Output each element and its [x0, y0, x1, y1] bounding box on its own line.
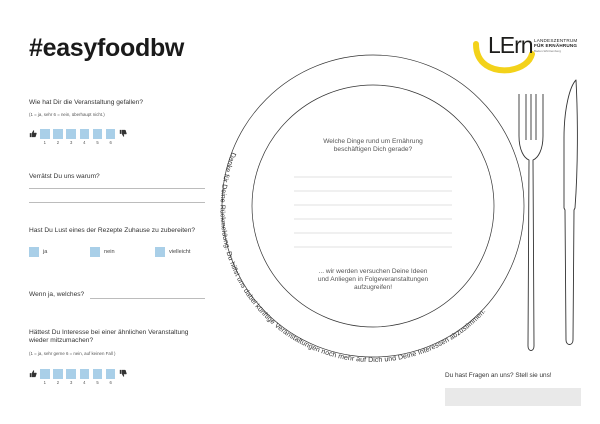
logo-line-1: LANDESZENTRUM — [534, 38, 578, 43]
choice-label: nein — [104, 249, 115, 255]
checkbox[interactable] — [155, 247, 165, 257]
thumbs-up-icon — [29, 369, 37, 377]
plate-closing-line-3: aufzugreifen! — [353, 284, 393, 292]
choice-ja[interactable] — [29, 247, 47, 257]
plate-outer-rim — [222, 55, 524, 357]
rating-option[interactable]: 2 — [53, 129, 63, 139]
checkbox[interactable] — [90, 247, 100, 257]
plate-closing-line-2: und Anliegen in Folgeveranstaltungen — [317, 276, 429, 284]
thumbs-up-icon — [29, 129, 37, 137]
rating-option[interactable]: 2 — [53, 369, 63, 379]
choice-label: ja — [43, 249, 48, 255]
choice-label: vielleicht — [169, 249, 191, 255]
rating-option[interactable]: 3 — [66, 129, 76, 139]
contact-label: Du hast Fragen an uns? Stell sie uns! — [445, 372, 552, 379]
rating-option[interactable]: 4 — [80, 129, 90, 139]
rating-option[interactable]: 6 — [106, 369, 116, 379]
checkbox[interactable] — [29, 247, 39, 257]
question-2: Verrätst Du uns warum? — [29, 173, 100, 180]
answer-line[interactable] — [29, 188, 205, 189]
question-1: Wie hat Dir die Veranstaltung gefallen? — [29, 99, 143, 106]
answer-line[interactable] — [90, 298, 205, 299]
plate-question — [293, 138, 453, 154]
rating-boxes-5 — [40, 369, 116, 385]
plate-closing-line-1: ... wir werden versuchen Deine Ideen — [318, 268, 428, 275]
thumbs-down-icon — [119, 369, 127, 377]
rating-boxes-1 — [40, 129, 116, 145]
plate-question-line-2: beschäftigen Dich gerade? — [333, 146, 413, 154]
question-1-note: (1 = ja, sehr 6 = nein, überhaupt nicht.) — [29, 112, 105, 117]
rating-option[interactable]: 3 — [66, 369, 76, 379]
rating-option[interactable]: 6 — [106, 129, 116, 139]
logo-line-2: FÜR ERNÄHRUNG — [534, 43, 578, 49]
logo-line-3: Baden-Württemberg — [534, 48, 562, 53]
question-4: Wenn ja, welches? — [29, 291, 85, 298]
fork-icon — [516, 88, 546, 358]
choice-nein[interactable] — [90, 247, 115, 257]
question-3: Hast Du Lust eines der Rezepte Zuhause zu zubereiten? — [29, 227, 196, 234]
rating-option[interactable]: 1 — [40, 129, 50, 139]
plate-rim-text: Danke für Deine Rückmeldung. Du hilfst uns dabei künftige Veranstaltungen noch mehr auf Dich und Deine Interessen abzustimmen. — [218, 151, 488, 364]
rating-option[interactable]: 5 — [93, 129, 103, 139]
answer-line[interactable] — [29, 202, 205, 203]
question-5-line-2: wieder mitzumachen? — [29, 337, 94, 344]
knife-icon — [556, 78, 580, 348]
logo-text — [534, 38, 577, 53]
question-5-line-1: Hättest Du Interesse bei einer ähnlichen Veranstaltung — [29, 329, 189, 336]
rating-option[interactable]: 1 — [40, 369, 50, 379]
thumbs-down-icon — [119, 129, 127, 137]
page-title: #easyfoodbw — [29, 34, 185, 62]
plate-question-line-1: Welche Dinge rund um Ernährung — [323, 138, 423, 145]
rating-option[interactable]: 5 — [93, 369, 103, 379]
choice-vielleicht[interactable] — [155, 247, 190, 257]
logo-mark: LErn — [488, 32, 533, 58]
contact-input[interactable] — [445, 388, 581, 406]
logo — [470, 30, 580, 78]
rating-option[interactable]: 4 — [80, 369, 90, 379]
question-5 — [29, 329, 188, 345]
rating-scale-1 — [29, 129, 127, 145]
rating-scale-5 — [29, 369, 127, 385]
plate-closing — [293, 268, 453, 293]
question-5-note: (1 = ja, sehr gerne 6 = nein, auf keinen Fall ) — [29, 351, 116, 356]
